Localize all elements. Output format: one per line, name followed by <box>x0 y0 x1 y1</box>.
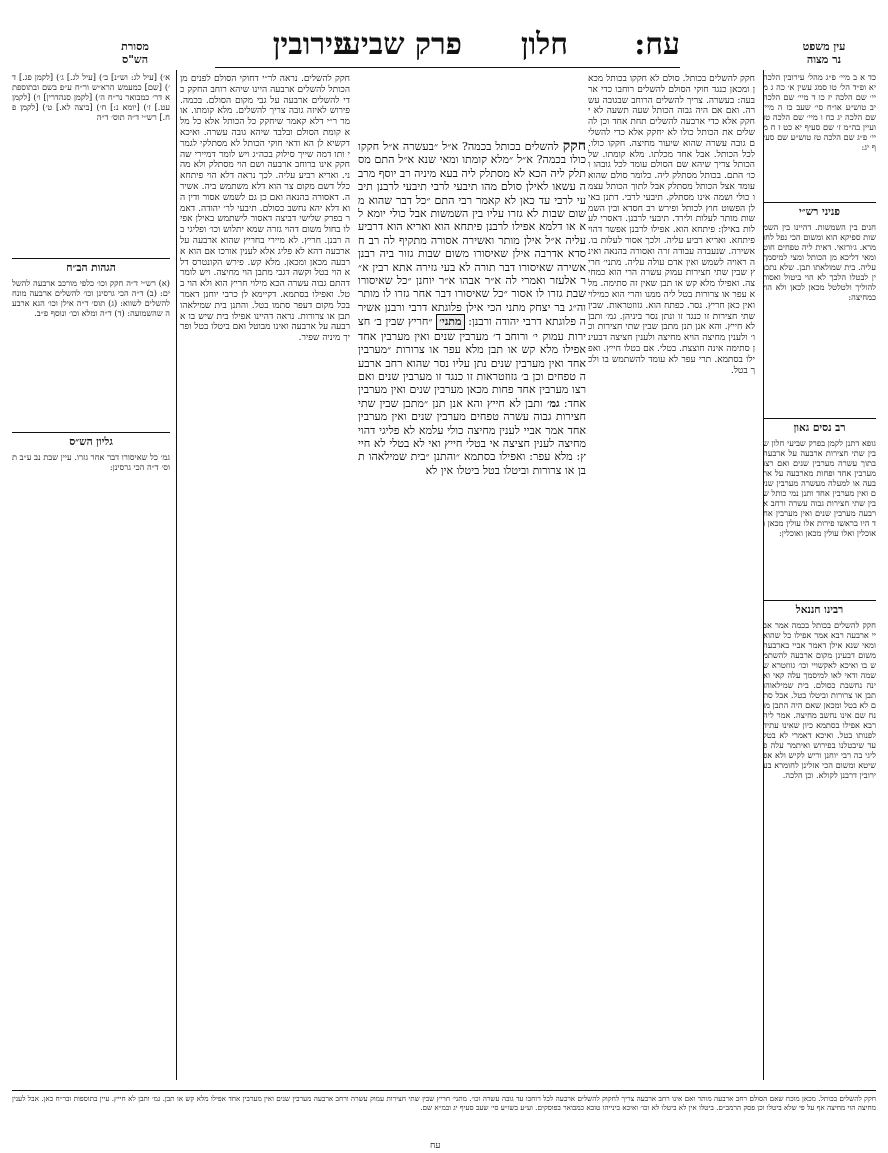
mishnah-marker: מתני׳ <box>436 314 464 329</box>
hagahot-habach-text: (א) רש״י ד״ה חקק וכו׳ כלפי מורכב ארבעה להשלים: (ב) ד״ה הכי גרסינן וכו׳ להשלים ארבעה מונח להשלים לשווא: (ג) תוס׳ ד״ה אילן וכו׳ הגא ארבעה שהשמועה: (ד) ד״ה ומלא וכו׳ ונוסף פ״ב. <box>12 278 170 318</box>
divider <box>763 418 876 419</box>
gemara-text-2: ותבן לא חייץ והא אנן תנן ״מתבן שבין שתי חצירות גבוה עשרה טפחים מערבין שנים ואין מערבין אחד אמר אביי לענין מחיצה כולי עלמא לא פליגי דהוי מחיצה לענין חציצה אי בטלי חייץ ואי לא בטלי לא חייץ: מלא עפר: ואפילו בסתמא ״והתנן ״בית שמילאהו תבן או צרורות וביטלו בטל ביטלו אין לא <box>358 396 586 477</box>
mishnah-text: ״חריץ שבין ב׳ חצירות עמוק י׳ ורוחב ד׳ מערבין שנים ואין מערבין אחד אפילו מלא קש או תבן מלא עפר או צרורות ״מערבין אחד ואין מערבין שנים נתן עליו נסר שהוא רחב ארבעה טפחים וכן ב׳ גזוזטראות זו כנגד זו מערבין שנים ואם רצו מערבין אחד פחות מכאן מערבין שנים ואין מערבין אחד: <box>358 315 586 410</box>
ein-mishpat-header: עין משפט נר מצוה <box>802 40 846 66</box>
opening-word: חקק <box>562 140 586 154</box>
masoret-header: מסורת הש"ס <box>121 40 149 66</box>
footnote-rule <box>12 1090 876 1091</box>
divider <box>763 600 876 601</box>
chapter-name: חלון <box>520 27 568 62</box>
rav-nissim-title: רב נסים גאון <box>793 422 846 434</box>
header-rule <box>215 67 680 68</box>
divider <box>12 432 170 433</box>
tosafot-commentary <box>180 74 350 1082</box>
column-divider <box>176 70 177 1080</box>
divider <box>12 258 170 259</box>
page-signature: עח <box>430 1141 441 1151</box>
rabbeinu-chananel-title: רבינו חננאל <box>795 604 844 616</box>
divider <box>763 202 876 203</box>
rabbeinu-chananel-text: חקק להשלים בכותל בכמה אמר אביי ארבעה רבא אמר אפילו כל שהוא ומאי שנא אילן דאמר אביי בארבעה משום דבעינן מקום ארבעה להשתמש בו ואיכא לאקשויי וכו׳ גזוזטרא ששמה ודאי לאו למיסמך עלה קאי ואינה נחשבת כסולם. בית שמילאוהו תבן או צרורות וביטלו בטל. אבל סתם לא בטל ומכאן שאם היה התבן מונח שם אינו נחשב מחיצה. אמר ליה רבא אפילו בסתמא כיון שאינו עתיד לפנותו בטל. ואיכא דאמרי לא בטל עד שיבטלנו בפירוש ואיתמר עלה פליגי בה רבי יוחנן וריש לקיש ולא אפשיטא ומשום הכי אזלינן לחומרא בעירובין דרבנן לקולא. וכן הלכה. <box>763 620 876 780</box>
gemara-marker: גמ׳ <box>546 396 560 410</box>
column-divider <box>763 70 764 1080</box>
folio-number: עח: <box>634 27 680 62</box>
page-header <box>215 28 680 68</box>
footnotes-text: חקק להשלים בכותל. מכאן מוכח שאם הסולם רחב ארבעה מותר ואם אינו רחב ארבעה צריך לחקוק להשלים ארבעה לכל רוחבו עד גובה עשרה וכו׳. מתני׳ חריץ שבין שתי חצירות עמוק עשרה ורחב ארבעה מערבין שנים ואין מערבין אחד אפילו מלא קש או תבן. גמ׳ ותבן לא חייץ. עיין בתוספות ובר״ח כאן. אבל לענין מחיצה הוי מחיצה אף על פי שלא ביטלו וכן פסק הרמב״ם. ביטלו אין לא ביטלו לא וכו׳ ואיכא בינייהו טובא כמבואר בפוסקים. וע״ע בשו״ע סי׳ שעב סעיף יג ובמ״א שם. <box>12 1094 876 1112</box>
masoret-hashas-text: א׳) [עיל לג: וש״נ] ב׳) [עיל לג.] ג׳) [לקמן פג.] ד׳) [שם] כמעמש הרא״ש ור״ח ע״פ בשם ובתוספתא דר׳ כמבואר נר״ח ה׳) [לקמן סנהדרין] ו׳) [לקמן עט.] ז׳) [יומא נ:] ח׳) [ביצה לא.] ט׳) [לקמן פח.] רש״י ד״ה תוס׳ ד״ה <box>12 72 170 122</box>
rashi-text: חקק להשלים בכותל. סולם לא חקקו בכותל מכאן ומכאן כנגד חוקי הסולם להשלים רוחבו כדי ארבעה: בעשרה. צריך להשלים הרוחב שבגובה עשרה. ואם אם היה גבוה הכותל שעה תשעה לא יחקק אלא כדי ארבעה להשלים תחת אחד וכן להשלים את הכותל כולו לא יחקק אלא כדי להשלים גובה עשרה שהוא שיעור מחיצה. חקקו כולו. לכל הכותל. אבל אחד מכלתו. מלא קומתו. של הכותל צריך שיהא שם הסולם עומד לכל גובהו וכו׳ התם. בכותל מסתלק ליה. כלומר סולם שהוא עומד אצל הכותל מסתלק אבל לתוך הכותל עצמו כולי ושמה אינו מסתלק. תיבעי לרבי. דתנן באילן הפשוט חוץ לכותל ופירש רב חסדא ובין השמשות מותר לעלות ולירד. תיבעי לרבנן. דאסרי לעלות באילן: פיתחא הוא. אפילו לרבנן אפשר דהוי פיתחא. ואריא רביע עליה. ולכך אסור לעלות בו. אשירה. שנעבדה עבודה זרה ואסורה בהנאה ואינה ראויה לשמש ואין אדם עולה עליה. מתני׳ חריץ שבין שתי חצירות עמוק עשרה הרי הוא כמחיצה. ואפילו מלא קש או תבן שאין זה סתימה. מלא עפר או צרורות בטל ליה ממנו והרי הוא כמילוי ואין כאן חריץ. נסר. כפתח הוא. גזוזטראות. שבין שתי חצירות זו כנגד זו ונתן נסר ביניהן. גמ׳ ותבן לא חייץ. והא אנן תנן מתבן שבין שתי חצירות וכו׳ ולענין מחיצה הויא מחיצה ולענין חציצה דבעינן סתימה אינה חוצצת. בטלי. אם בטלו חייץ. ואפילו בסתמא. תרי עפר לא עומד להשתמש בו ולכך בטל. <box>588 74 755 376</box>
gilyon-hashas-text: גמ׳ כל שאיסורו דבר אחר גזרו. עיין שבת נב ע״ב תוס׳ ד״ה הכי גרסינן: <box>12 452 170 472</box>
pninei-rashi-title: פניני רש״י <box>798 206 841 218</box>
chapter-number: פרק שביעי <box>336 27 462 62</box>
gemara-text-1: להשלים בכותל בכמה? א״ל ״בעשרה א״ל חקקו כולו בכמה? א״ל ״מלא קומתו ומאי שנא א״ל התם מסתלק ליה הכא לא מסתלק ליה בעא מיניה רב יוסף מרבה עשאו לאילן סולם מהו תיבעי לרבי תיבעי לרבנן תיבעי לרבי עד כאן לא קאמר רבי התם ״כל דבר שהוא משום שבות לא גזרו עליו בין השמשות אבל כולי יומא לא או דלמא אפילו לרבנן פיתחא הוא ואריא הוא דרביע עליה א״ל אילן מותר ואשירה אסורה מתקיף לה רב חסדא אדרבה אילן שאיסורו משום שבות גזור ביה רבנן אשירה שאיסורו דבר תורה לא בעי גזירה אתא רבין א״ר אלעזר ואמרי לה א״ר אבהו א״ר יוחנן ״כל שאיסורו שבת גזרו לו אסור ״כל שאיסורו דבר אחר גזרו לו מותר וה״ג בר יצחק מתני הכי אילן פלוגתא דרבי ורבנן אשירה פלוגתא דרבי יהודה ורבנן: <box>358 140 586 329</box>
tractate-name: עירובין <box>272 27 350 62</box>
main-gemara <box>358 140 586 758</box>
ein-mishpat-text: כד א ב מיי׳ פ״ג מהל׳ עירובין הלכה יא ופ״ד הל׳ טו סמג עשין א׳ כה ג מיי׳ שם הלכה יז כו ד מיי׳ שם הלכה יב טוש״ע או״ח סי׳ שעב כז ה מיי׳ שם הלכה יג כח ו מיי׳ שם הלכה טו ועיין בה״מ ז׳ שם סעיף יא כט ז ח מיי׳ פ״ג שם הלכה טז טוש״ע שם סעיף יג: <box>763 72 876 152</box>
hagahot-habach-title: הגהות הב״ח <box>66 262 116 274</box>
rashi-commentary <box>588 74 755 1082</box>
pninei-rashi-text: חנים בין השמשות. דהיינו בין השמשות ספיקא הוא ומשום הכי נפל לחומרא. ג׳ורזאי. דאית ליה טפחים חוט ומאי דליכא מן הכותל ומצי למיסמך עליה. בית שמולאתו תבן. שלא נתכוין לבטלו הלכך לא הוי ביטול ואסור להוליך ולטלטל מכאן לכאן ולא הוי כמחיצה: <box>763 222 876 302</box>
gilyon-hashas-title: גליון הש״ס <box>69 436 113 448</box>
rav-nissim-text: גופא דתנן לקמן בפרק שביעי חלון שבין שתי חצירות ארבעה על ארבעה בתוך עשרה מערבין שנים ואם רצו מערבין אחד ופחות מארבעה על ארבעה או למעלה מעשרה מערבין שנים ואין מערבין אחד ותנן נמי כותל שבין שתי חצירות גבוה עשרה ורחב ארבעה מערבין שנים ואין מערבין אחד היו בראשו פירות אלו עולין מכאן ואוכלין ואלו עולין מכאן ואוכלין: <box>763 438 876 538</box>
tosafot-text: חקק להשלים. נראה לר״י דחוקי הסולם לפנים מן הכותל להשלים ארבעה היינו שיהא רוחב החקק כדי להשלים ארבעה על גבי מקום הסולם. בכמה. פירוש לאיזה גובה צריך להשלים. מלא קומתו. אומר ר״י דלא קאמר שיחקק כל הכותל אלא כל מלא קומת הסולם ובלבד שיהא גובה עשרה. ואיכא דקשיא לן הא ודאי חוקי הכותל לא מסתלקי לגמרי ותו דמה שייך סילוק בכה״ג ויש לומר דמיירי שהחקק אינו ברוחב ארבעה ושם הוי מסתלק ולא מהני. ואריא רביע עליה. לכך נראה דלא הוי פיתחא כלל דשם מקום צר הוא דלא משתמש ביה. אשירה. דאסורה בהנאה ואם כן גם לשמש אסור ודין הוא דלא יהא נחשב כסולם. תיבעי לר׳ יהודה. דאמר בפרק שלישי דביצה דאסור לישתמש באילן אפילו בחול משום דהוי גזרה שמא יתלוש וכו׳ ופליגי בה רבנן. חריץ. לא מיירי בחריץ שהוא ארבעה על ארבעה דהא לא פליג אלא לענין אורכו אם הוא ארבעה מכאן ומכאן. מלא קש. פירש הקונטרס דלא הוי בטל וקשה דגבי מתבן הוי מחיצה. ויש לומר דהתם גבוה עשרה הכא מילוי חריץ הוא ולא הוי בטל. ואפילו בסתמא. דקיימא לן כרבי יוחנן דאמר בכל מקום דעפר סתמו בטל. והתנן בית שמילאהו תבן או צרורות. נראה דהיינו אפילו בית שיש בו ארבעה על ארבעה ואינו מבוטל ואם ביטלו בטל ופריך מיניה שפיר. <box>180 74 350 344</box>
